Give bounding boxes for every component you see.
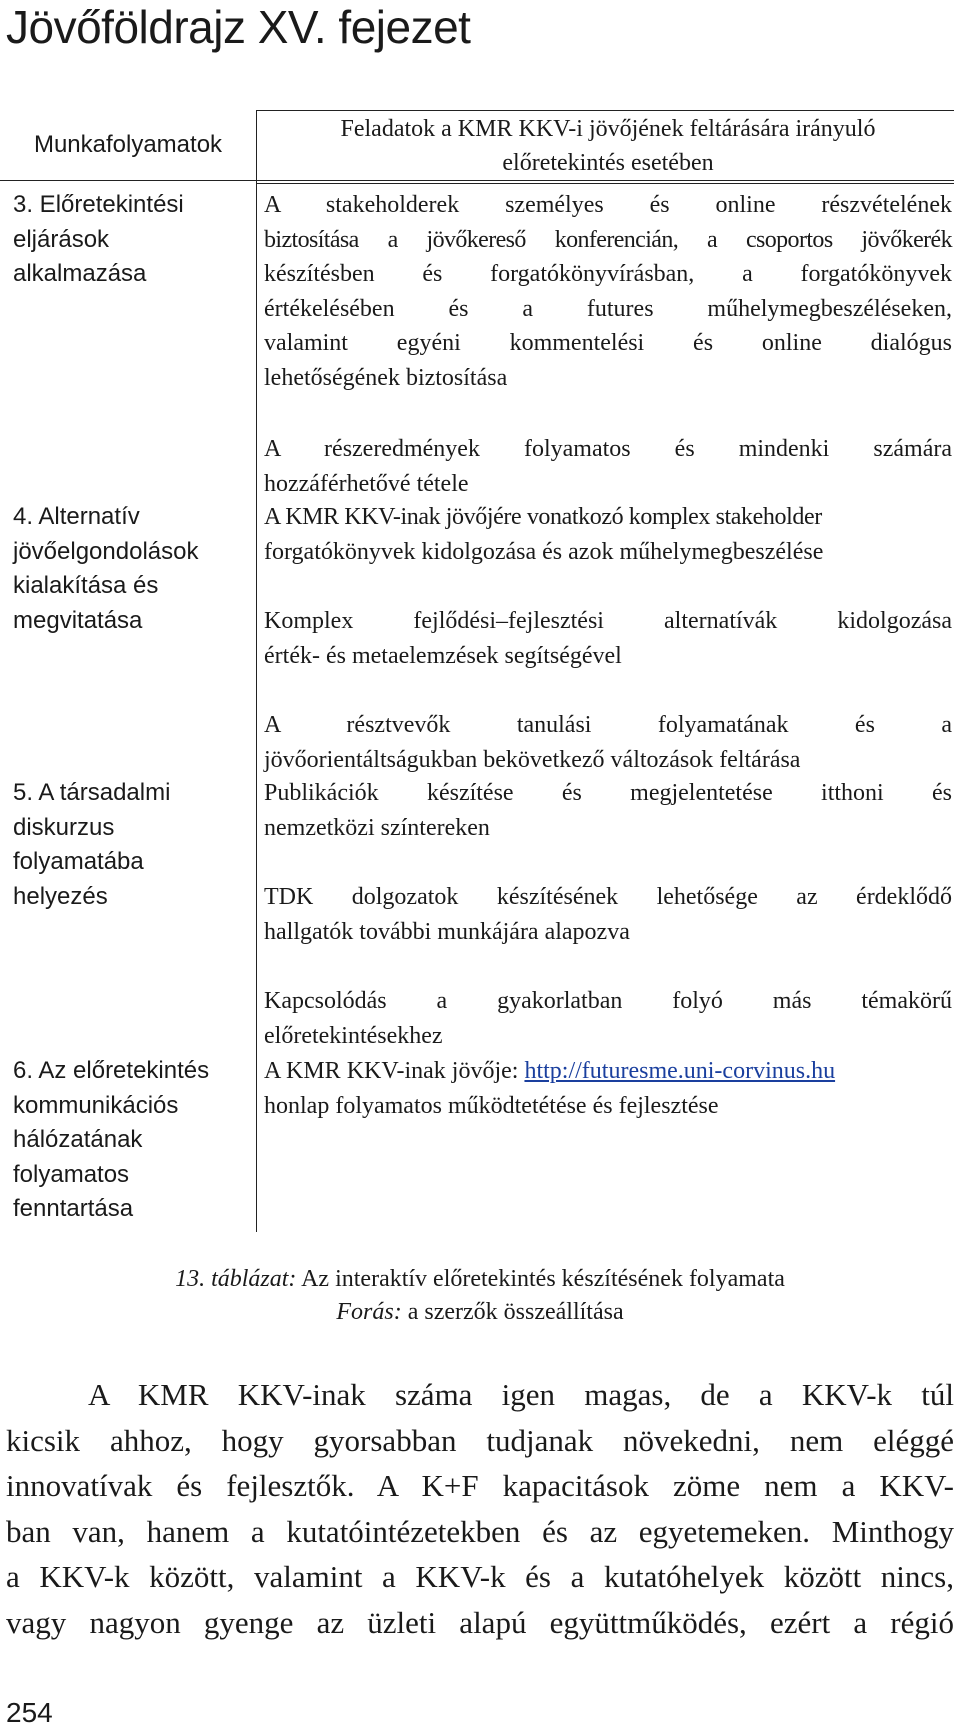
column-divider [256, 110, 257, 1232]
task-line: hallgatók további munkájára alapozva [264, 918, 630, 945]
website-link[interactable]: http://futuresme.uni-corvinus.hu [524, 1058, 836, 1084]
table-caption [0, 1263, 960, 1296]
task-4-3 [264, 708, 952, 777]
chapter-title: Jövőföldrajz XV. fejezet [6, 1, 471, 53]
caption-label: 13. táblázat: [175, 1266, 297, 1292]
paragraph-line: A KMR KKV-inak száma igen magas, de a KKV-k túl [88, 1377, 954, 1412]
task-line: A részeredmények folyamatos és mindenki számára [264, 436, 952, 462]
header-line: előretekintés esetében [502, 150, 714, 176]
website-prefix: A KMR KKV-inak jövője: [264, 1058, 525, 1084]
table-top-rule [256, 110, 954, 111]
stage-6 [13, 1054, 245, 1227]
task-line: Publikációk készítése és megjelentetése itthoni és [264, 780, 952, 806]
task-line: TDK dolgozatok készítésének lehetősége az érdeklődő [264, 884, 952, 910]
task-line: lehetőségének biztosítása [264, 364, 508, 391]
table-header-rule [0, 180, 954, 181]
stage-line: megvitatása [13, 606, 143, 634]
task-3-2 [264, 432, 952, 501]
caption-text: Az interaktív előretekintés készítésének folyamata [296, 1266, 785, 1292]
stage-line: alkalmazása [13, 260, 147, 287]
task-3-1 [264, 188, 952, 395]
paragraph-line: a KKV-k között, valamint a KKV-k és a kutatóhelyek között nincs, [6, 1559, 954, 1594]
source-text: a szerzők összeállítása [401, 1299, 624, 1325]
task-line: érték- és metaelemzések segítségével [264, 642, 622, 669]
task-line: Kapcsolódás a gyakorlatban folyó más témakörű [264, 988, 952, 1014]
stage-line: eljárások [13, 225, 110, 253]
task-line: jövőorientáltságukban bekövetkező változások feltárása [264, 746, 801, 773]
task-line: értékelésében és a futures műhelymegbeszéléseken, [264, 295, 952, 322]
paragraph-line: ban van, hanem a kutatóintézetekben és az egyetemeken. Minthogy [6, 1513, 954, 1549]
table-header-tasks [262, 112, 954, 180]
stage-line: kommunikációs [13, 1091, 179, 1119]
stage-5 [13, 776, 245, 914]
header-line: Feladatok a KMR KKV-i jövőjének feltárására irányuló [340, 116, 876, 142]
task-line: A stakeholderek személyes és online részvételének [264, 192, 952, 218]
task-line [264, 1054, 952, 1089]
stage-line: folyamatába [13, 848, 144, 875]
stage-line: diskurzus [13, 813, 115, 841]
task-line: A KMR KKV-inak jövőjére vonatkozó komplex stakeholder [264, 504, 822, 530]
task-4-1 [264, 500, 952, 569]
task-line: Komplex fejlődési–fejlesztési alternatívák kidolgozása [264, 608, 952, 634]
task-line: készítésben és forgatókönyvírásban, a forgatókönyvek [264, 261, 952, 287]
body-paragraph [6, 1372, 954, 1645]
stage-line: jövőelgondolások [13, 537, 199, 565]
table-header-stages: Munkafolyamatok [33, 131, 223, 158]
task-line: hozzáférhetővé tétele [264, 470, 469, 497]
stage-line: folyamatos [13, 1160, 130, 1188]
source-label: Forás: [336, 1299, 402, 1325]
task-4-2 [264, 604, 952, 673]
task-5-1 [264, 776, 952, 845]
table-source [0, 1296, 960, 1329]
stage-line: kialakítása és [13, 572, 159, 599]
task-line: forgatókönyvek kidolgozása és azok műhelymegbeszélése [264, 538, 824, 565]
task-line: előretekintésekhez [264, 1022, 443, 1049]
task-line: biztosítása a jövőkereső konferencián, a csoportos jövőkerék [264, 226, 952, 253]
stage-line: helyezés [13, 882, 108, 910]
task-5-2 [264, 880, 952, 949]
stage-4 [13, 500, 245, 638]
table-header-rule-2 [256, 183, 954, 184]
stage-line: 5. A társadalmi [13, 779, 171, 806]
stage-line: hálózatának [13, 1126, 143, 1153]
task-line: valamint egyéni kommentelési és online dialógus [264, 330, 952, 356]
stage-3 [13, 188, 245, 292]
stage-line: 6. Az előretekintés [13, 1057, 210, 1084]
task-line: honlap folyamatos működtetétése és fejlesztése [264, 1092, 719, 1119]
stage-line: 4. Alternatív [13, 503, 140, 530]
paragraph-line: vagy nagyon gyenge az üzleti alapú együttműködés, ezért a régió [6, 1604, 954, 1640]
stage-line: 3. Előretekintési [13, 191, 184, 218]
stage-line: fenntartása [13, 1195, 134, 1222]
paragraph-line: kicsik ahhoz, hogy gyorsabban tudjanak növekedni, nem eléggé [6, 1422, 954, 1458]
paragraph-line: innovatívak és fejlesztők. A K+F kapacitások zöme nem a KKV- [6, 1468, 954, 1503]
task-line: A résztvevők tanulási folyamatának és a [264, 712, 952, 738]
task-6-1 [264, 1054, 952, 1123]
task-line: nemzetközi színtereken [264, 814, 490, 841]
page-number: 254 [6, 1697, 53, 1728]
task-5-3 [264, 984, 952, 1053]
